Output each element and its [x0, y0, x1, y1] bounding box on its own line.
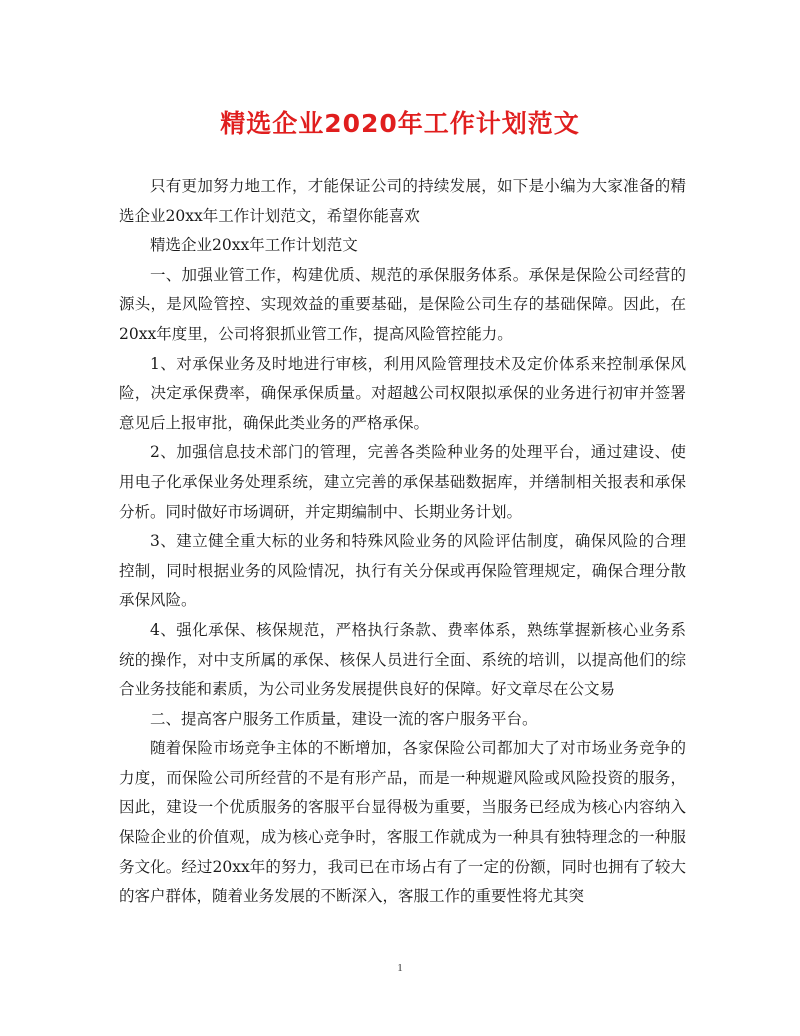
- page-number: 1: [397, 962, 403, 974]
- item-1-paragraph: 1、对承保业务及时地进行审核，利用风险管理技术及定价体系来控制承保风险，决定承保费率，确保承保质量。对超越公司权限拟承保的业务进行初审并签署意见后上报审批，确保此类业务的严格承保。: [119, 354, 686, 432]
- document-body: [119, 172, 686, 912]
- item-4-paragraph: 4、强化承保、核保规范，严格执行条款、费率体系，熟练掌握新核心业务系统的操作，对中支所属的承保、核保人员进行全面、系统的培训，以提高他们的综合业务技能和素质，为公司业务发展提供良好的保障。好文章尽在公文易: [119, 620, 686, 699]
- section-two-paragraph: 二、提高客户服务工作质量，建设一流的客户服务平台。: [150, 709, 538, 728]
- item-3-paragraph: 3、建立健全重大标的业务和特殊风险业务的风险评估制度，确保风险的合理控制，同时根据业务的风险情况，执行有关分保或再保险管理规定，确保合理分散承保风险。: [119, 532, 686, 610]
- item-2-paragraph: 2、加强信息技术部门的管理，完善各类险种业务的处理平台，通过建设、使用电子化承保业务处理系统，建立完善的承保基础数据库，并缮制相关报表和承保分析。同时做好市场调研，并定期编制中、长期业务计划。: [119, 443, 686, 521]
- intro-paragraph: 只有更加努力地工作，才能保证公司的持续发展，如下是小编为大家准备的精选企业20xx年工作计划范文，希望你能喜欢: [119, 177, 686, 225]
- subtitle-paragraph: 精选企业20xx年工作计划范文: [150, 236, 358, 255]
- document-title: 精选企业2020年工作计划范文: [220, 109, 580, 138]
- body-paragraph: 随着保险市场竞争主体的不断增加，各家保险公司都加大了对市场业务竞争的力度，而保险公司所经营的不是有形产品，而是一种规避风险或风险投资的服务，因此，建设一个优质服务的客服平台显得极为重要，当服务已经成为核心内容纳入保险企业的价值观，成为核心竞争时，客服工作就成为一种具有独特理念的一种服务文化。经过20xx年的努力，我司已在市场占有了一定的份额，同时也拥有了较大的客户群体，随着业务发展的不断深入，客服工作的重要性将尤其突: [119, 739, 686, 906]
- section-one-paragraph: 一、加强业管工作，构建优质、规范的承保服务体系。承保是保险公司经营的源头，是风险管控、实现效益的重要基础，是保险公司生存的基础保障。因此，在20xx年度里，公司将狠抓业管工作，提高风险管控能力。: [119, 265, 686, 343]
